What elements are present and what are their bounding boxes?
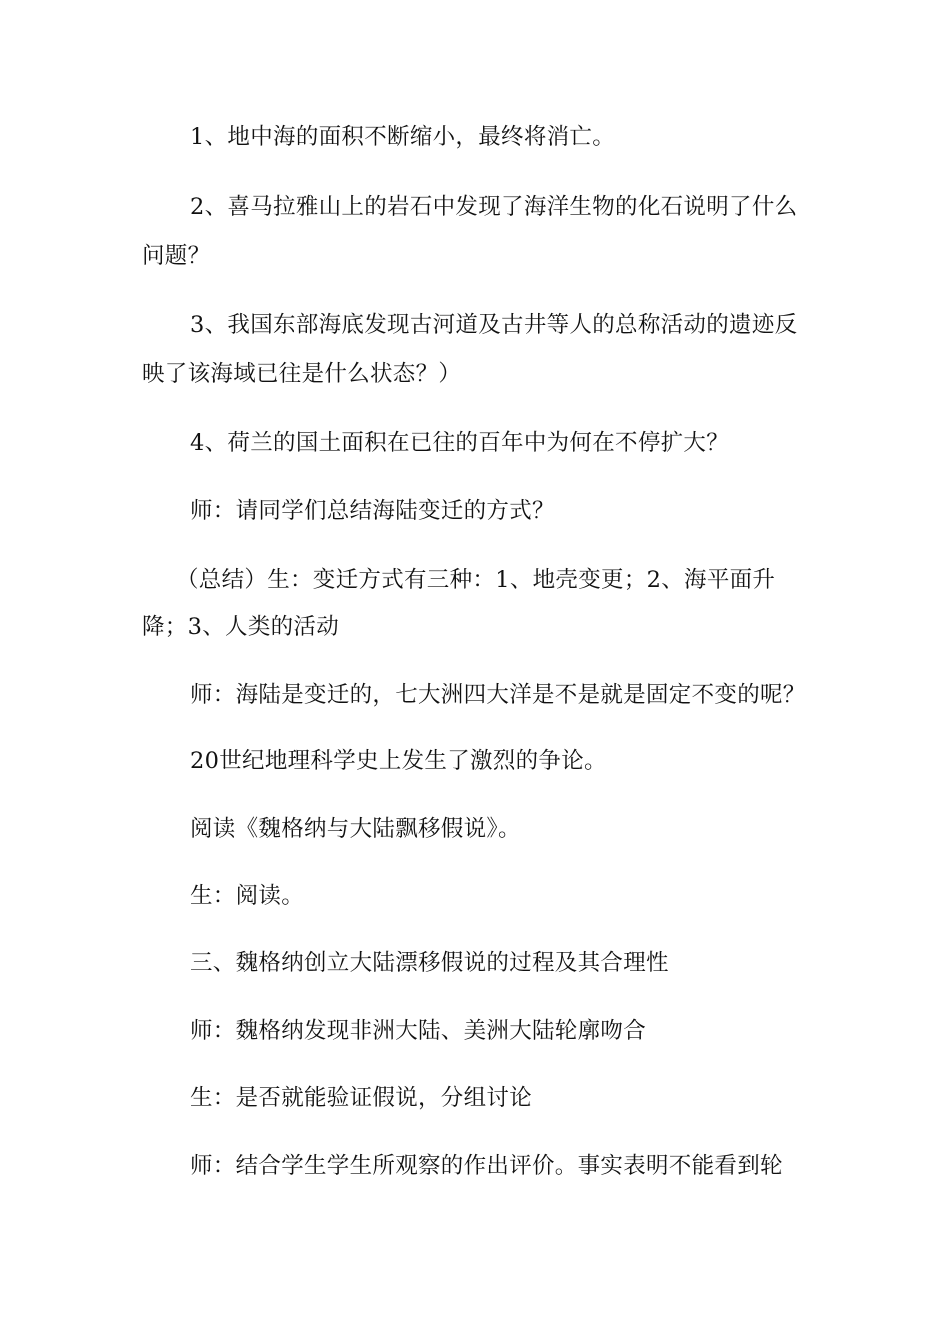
paragraph-student-summary-cont: 降；3、人类的活动: [142, 614, 340, 640]
paragraph-teacher-summary-prompt: 师：请同学们总结海陆变迁的方式？: [190, 498, 555, 524]
paragraph-question-3: 3、我国东部海底发现古河道及古井等人的总称活动的遗迹反: [190, 312, 798, 338]
paragraph-question-4: 4、荷兰的国土面积在已往的百年中为何在不停扩大？: [190, 430, 730, 456]
paragraph-debate: 20世纪地理科学史上发生了激烈的争论。: [190, 748, 607, 774]
paragraph-student-summary: （总结）生：变迁方式有三种：1、地壳变更；2、海平面升: [176, 567, 776, 593]
paragraph-student-discussion: 生：是否就能验证假说，分组讨论: [190, 1085, 533, 1111]
paragraph-question-1: 1、地中海的面积不断缩小，最终将消亡。: [190, 124, 616, 150]
paragraph-teacher-question: 师：海陆是变迁的，七大洲四大洋是不是就是固定不变的呢？: [190, 682, 806, 708]
paragraph-question-3-cont: 映了该海域已往是什么状态？）: [142, 361, 462, 387]
paragraph-teacher-evaluation: 师：结合学生学生所观察的作出评价。事实表明不能看到轮: [190, 1153, 783, 1179]
paragraph-question-2-cont: 问题？: [142, 243, 211, 269]
paragraph-reading-title: 阅读《魏格纳与大陆飘移假说》。: [190, 816, 521, 842]
paragraph-question-2: 2、喜马拉雅山上的岩石中发现了海洋生物的化石说明了什么: [190, 194, 798, 220]
section-heading-3: 三、魏格纳创立大陆漂移假说的过程及其合理性: [190, 950, 669, 976]
paragraph-teacher-discovery: 师：魏格纳发现非洲大陆、美洲大陆轮廓吻合: [190, 1018, 647, 1044]
paragraph-student-reading: 生：阅读。: [190, 883, 305, 909]
